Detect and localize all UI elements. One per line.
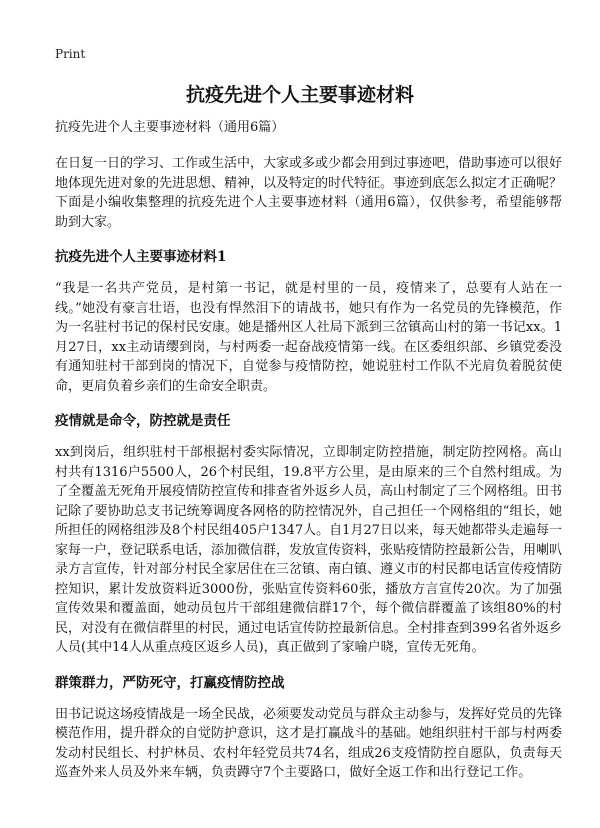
intro-paragraph: 在日复一日的学习、工作或生活中，大家或多或少都会用到过事迹吧，借助事迹可以很好地体现先进对象的先进思想、精神，以及特定的时代特征。事迹到底怎么拟定才正确呢？下面是小编收集整理的抗疫先进个人主要事迹材料（通用6篇），仅供参考，希望能够帮助到大家。 (55, 156, 563, 230)
subsection-heading: 疫情就是命令，防控就是责任 (55, 413, 231, 429)
article-subtitle: 抗疫先进个人主要事迹材料（通用6篇） (55, 120, 285, 135)
subsection-heading: 群策群力，严防死守，打赢疫情防控战 (55, 674, 285, 691)
page-title: 抗疫先进个人主要事迹材料 (185, 84, 414, 106)
section-heading: 抗疫先进个人主要事迹材料1 (55, 249, 227, 265)
print-link[interactable]: Print (55, 47, 86, 61)
section-paragraph: “我是一名共产党员，是村第一书记，就是村里的一员，疫情来了，总要有人站在一线。”她没有豪言壮语，也没有悍然泪下的请战书，她只有作为一名党员的先锋模范，作为一名驻村书记的保村民安康。她是播州区人社局下派到三岔镇高山村的第一书记xx。1月27日，xx主动请缨到岗，与村两委一起奋战疫情第一线。在区委组织部、乡镇党委没有通知驻村干部到岗的情况下，自觉参与疫情防控，她说驻村工作队不光肩负着脱贫使命，更肩负着乡亲们的生命安全职责。 (55, 281, 562, 394)
section-paragraph: xx到岗后，组织驻村干部根据村委实际情况，立即制定防控措施，制定防控网格。高山村共有1316户5500人，26个村民组，19.8平方公里，是由原来的三个自然村组成。为了全覆盖无死角开展疫情防控宣传和排查省外返乡人员，高山村制定了三个网格组。田书记除了要协助总支书记统筹调度各网格的防控情况外，自己担任一个网格组的“组长，她所担任的网格组涉及8个村民组405户1347人。自1月27日以来，每天她都带头走遍每一家每一户，登记联系电话，添加微信群，发放宣传资料，张贴疫情防控最新公告，用喇叭录方言宣传，针对部分村民全家居住在三岔镇、南白镇、遵义市的村民都电话宣传疫情防控知识，累计发放资料近3000份，张贴宣传资料60张，播放方言宣传20次。为了加强宣传效果和覆盖面，她动员包片干部组建微信群17个，每个微信群覆盖了该组80%的村民，对没有在微信群里的村民，通过电话宣传防控最新信息。全村排查到399名省外返乡人员(其中14人从重点疫区返乡人员)，真正做到了家喻户晓，宣传无死角。 (55, 445, 563, 655)
article-body (55, 118, 562, 798)
section-paragraph: 田书记说这场疫情战是一场全民战，必须要发动党员与群众主动参与，发挥好党员的先锋模范作用，提升群众的自觉防护意识，这才是打赢战斗的基础。她组织驻村干部与村两委发动村民组长、村护林员、农村年轻党员共74名，组成26支疫情防控自愿队，负责每天巡查外来人员及外来车辆，负责蹲守7个主要路口，做好全返工作和出行登记工作。 (55, 706, 563, 780)
